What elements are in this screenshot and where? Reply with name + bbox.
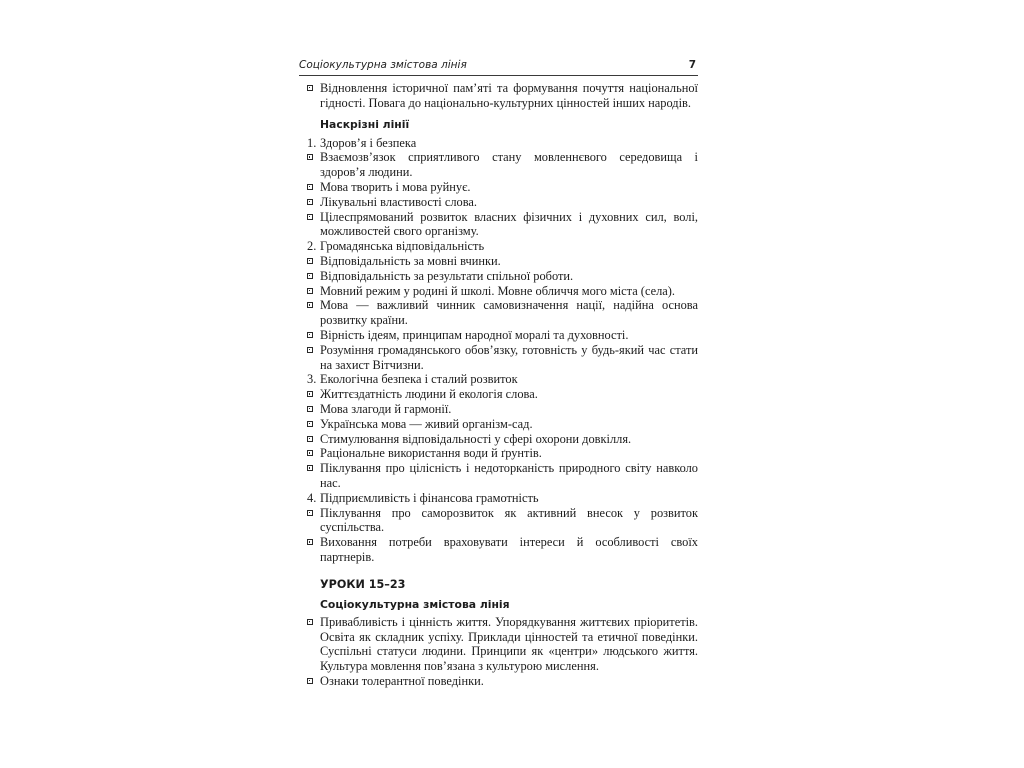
list-item: Ознаки толерантної поведінки. [307, 674, 698, 689]
list-item: Виховання потреби враховувати інтереси й особливості своїх партнерів. [307, 535, 698, 565]
list-item: Мова злагоди й гармонії. [307, 402, 698, 417]
square-bullet-icon [307, 510, 313, 516]
square-bullet-icon [307, 184, 313, 190]
list-item: Життєздатність людини й екологія слова. [307, 387, 698, 402]
square-bullet-icon [307, 347, 313, 353]
square-bullet-icon [307, 332, 313, 338]
section-title: 4. Підприємливість і фінансова грамотність [307, 490, 539, 505]
cross-lines-heading: Наскрізні лінії [320, 117, 410, 131]
square-bullet-icon [307, 436, 313, 442]
running-header-title: Соціокультурна змістова лінія [299, 59, 467, 71]
square-bullet-icon [307, 391, 313, 397]
list-item: Мова — важливий чинник самовизначення нації, надійна основа розвитку країни. [307, 298, 698, 328]
list-item: Привабливість і цінність життя. Упорядкування життєвих пріоритетів. Освіта як складник успіху. Приклади цінностей та етичної поведінки. Суспільні статуси людини. Принципи як «центри» людського життя. Культура мовлення пов’язана з культурою мислення. [307, 615, 698, 674]
section-title: 2. Громадянська відповідальність [307, 239, 485, 254]
list-item: Цілеспрямований розвиток власних фізичних і духовних сил, волі, можливостей свого організму. [307, 210, 698, 240]
list-item: Розуміння громадянського обов’язку, готовність у будь-який час стати на захист Вітчизни. [307, 343, 698, 373]
list-item: Мова творить і мова руйнує. [307, 180, 698, 195]
square-bullet-icon [307, 450, 313, 456]
square-bullet-icon [307, 199, 313, 205]
running-header [299, 59, 698, 76]
list-item: Піклування про цілісність і недоторканість природного світу навколо нас. [307, 461, 698, 491]
square-bullet-icon [307, 619, 313, 625]
square-bullet-icon [307, 288, 313, 294]
square-bullet-icon [307, 302, 313, 308]
square-bullet-icon [307, 273, 313, 279]
square-bullet-icon [307, 85, 313, 91]
list-item: Відновлення історичної пам’яті та формування почуття національної гідності. Повага до національно-культурних цінностей інших народів. [307, 81, 698, 111]
list-item: Раціональне використання води й ґрунтів. [307, 446, 698, 461]
section-title: 3. Екологічна безпека і сталий розвиток [307, 372, 518, 387]
square-bullet-icon [307, 678, 313, 684]
list-item: Піклування про саморозвиток як активний внесок у розвиток суспільства. [307, 506, 698, 536]
square-bullet-icon [307, 539, 313, 545]
lessons-heading: УРОКИ 15–23 [320, 577, 406, 591]
square-bullet-icon [307, 154, 313, 160]
list-item: Лікувальні властивості слова. [307, 195, 698, 210]
list-item: Відповідальність за мовні вчинки. [307, 254, 698, 269]
square-bullet-icon [307, 465, 313, 471]
list-item: Відповідальність за результати спільної роботи. [307, 269, 698, 284]
section-title: 1. Здоров’я і безпека [307, 135, 417, 150]
square-bullet-icon [307, 421, 313, 427]
lessons-subheading: Соціокультурна змістова лінія [320, 597, 510, 611]
list-item: Взаємозв’язок сприятливого стану мовленнєвого середовища і здоров’я людини. [307, 150, 698, 180]
square-bullet-icon [307, 258, 313, 264]
square-bullet-icon [307, 214, 313, 220]
list-item: Вірність ідеям, принципам народної моралі та духовності. [307, 328, 698, 343]
list-item: Українська мова — живий організм-сад. [307, 417, 698, 432]
square-bullet-icon [307, 406, 313, 412]
page-number: 7 [688, 59, 696, 71]
list-item: Стимулювання відповідальності у сфері охорони довкілля. [307, 432, 698, 447]
page-content [307, 81, 698, 689]
list-item: Мовний режим у родині й школі. Мовне обличчя мого міста (села). [307, 284, 698, 299]
